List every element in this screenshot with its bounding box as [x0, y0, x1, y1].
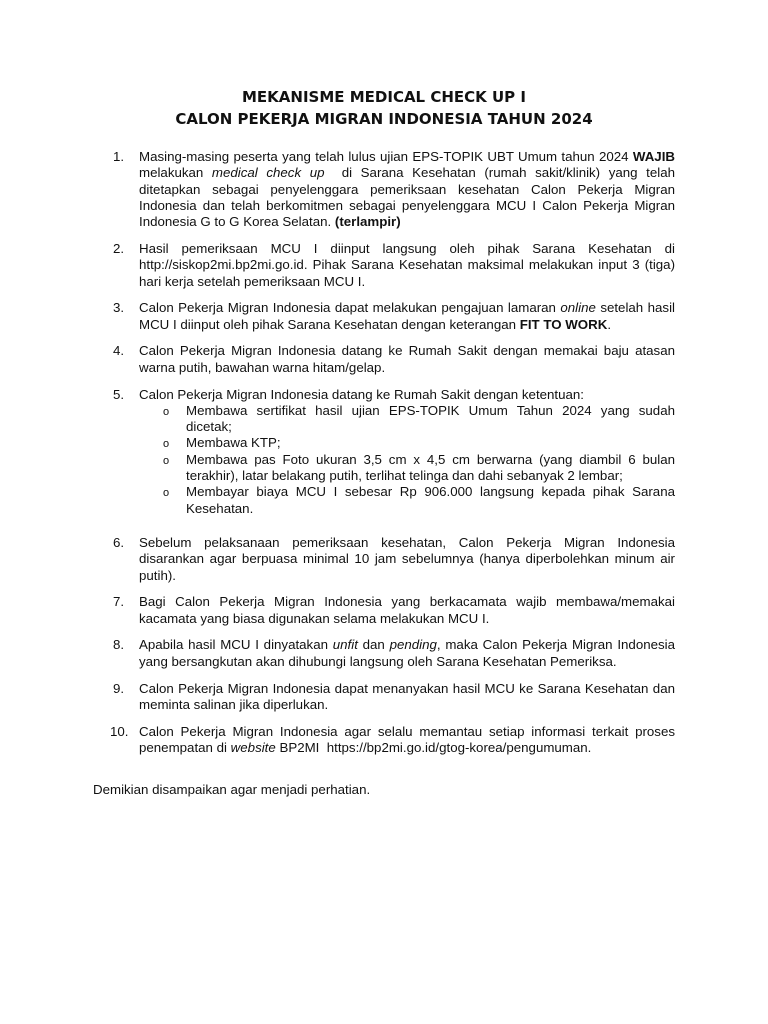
- item-text: Masing-masing peserta yang telah lulus ujian EPS-TOPIK UBT Umum tahun 2024 WAJIB melakukan medical check up di Sarana Kesehatan (rumah sakit/klinik) yang telah ditetapkan sebagai penyelenggara pemeriksaan kesehatan Calon Pekerja Migran Indonesia dan telah berkomitmen sebagai penyelenggara MCU I Calon Pekerja Migran Indonesia G to G Korea Selatan. (terlampir): [139, 149, 679, 230]
- sub-list-item: o Membayar biaya MCU I sebesar Rp 906.000 langsung kepada pihak Sarana Kesehatan.: [163, 484, 675, 516]
- item-text: Hasil pemeriksaan MCU I diinput langsung oleh pihak Sarana Kesehatan di http://siskop2mi.bp2mi.go.id. Pihak Sarana Kesehatan maksimal melakukan input 3 (tiga) hari kerja setelah pemeriksaan MCU I.: [139, 240, 675, 289]
- list-item-10: [93, 724, 675, 757]
- emphasis-italic: unfit: [332, 637, 358, 653]
- item-number: 4.: [113, 343, 125, 359]
- item-number: 6.: [113, 534, 125, 550]
- list-item-4: [93, 343, 675, 376]
- list-item-6: [93, 535, 675, 584]
- sub-list-item: o Membawa sertifikat hasil ujian EPS-TOPIK Umum Tahun 2024 yang sudah dicetak;: [163, 402, 675, 435]
- item-text: Calon Pekerja Migran Indonesia datang ke Rumah Sakit dengan ketentuan:: [139, 386, 584, 402]
- emphasis-italic: website: [230, 739, 276, 755]
- list-item-8: [93, 637, 675, 670]
- bullet-icon: o: [163, 454, 170, 467]
- bullet-icon: o: [163, 487, 170, 500]
- emphasis-italic: medical check up: [211, 165, 325, 181]
- item-number: 10.: [110, 723, 129, 739]
- item-text: Calon Pekerja Migran Indonesia dapat menanyakan hasil MCU ke Sarana Kesehatan dan meminta salinan jika diperlukan.: [139, 680, 675, 712]
- item-text: Apabila hasil MCU I dinyatakan unfit dan pending, maka Calon Pekerja Migran Indonesia yang bersangkutan akan dihubungi langsung oleh Sarana Kesehatan Pemeriksa.: [139, 637, 675, 669]
- item-number: 1.: [113, 149, 125, 164]
- bullet-icon: o: [163, 405, 170, 418]
- item-number: 9.: [113, 680, 125, 696]
- item-text: Calon Pekerja Migran Indonesia dapat melakukan pengajuan lamaran online setelah hasil MCU I diinput oleh pihak Sarana Kesehatan dengan keterangan FIT TO WORK.: [139, 300, 675, 332]
- list-item-7: [93, 594, 675, 627]
- item-text: Bagi Calon Pekerja Migran Indonesia yang berkacamata wajib membawa/memakai kacamata yang biasa digunakan selama melakukan MCU I.: [139, 594, 675, 626]
- sub-list-item: o Membawa pas Foto ukuran 3,5 cm x 4,5 cm berwarna (yang diambil 6 bulan terakhir), latar belakang putih, terlihat telinga dan dahi sebanyak 2 lembar;: [163, 451, 675, 484]
- item-number: 2.: [113, 240, 125, 256]
- numbered-list: [93, 149, 679, 767]
- sub-list-item: o Membawa KTP;: [186, 435, 675, 451]
- list-item-5: [93, 387, 675, 517]
- item-text: Sebelum pelaksanaan pemeriksaan kesehatan, Calon Pekerja Migran Indonesia disarankan agar berpuasa minimal 10 jam sebelumnya (hanya diperbolehkan minum air putih).: [139, 534, 675, 583]
- item-number: 7.: [113, 594, 125, 610]
- item-number: 3.: [113, 300, 125, 316]
- list-item-3: [93, 300, 675, 333]
- emphasis-italic: pending: [389, 637, 437, 653]
- item-text: Calon Pekerja Migran Indonesia datang ke Rumah Sakit dengan memakai baju atasan warna putih, bawahan warna hitam/gelap.: [139, 343, 675, 375]
- item-number: 5.: [113, 386, 125, 402]
- emphasis-bold: FIT TO WORK: [519, 316, 608, 332]
- emphasis-bold: WAJIB: [632, 149, 675, 164]
- document-title-line-2: CALON PEKERJA MIGRAN INDONESIA TAHUN 2024: [175, 110, 593, 128]
- emphasis-italic: online: [560, 300, 596, 316]
- emphasis-bold: (terlampir): [334, 214, 401, 230]
- document-title-line-1: MEKANISME MEDICAL CHECK UP I: [242, 88, 526, 106]
- sub-list: [139, 403, 675, 517]
- item-text: Calon Pekerja Migran Indonesia agar selalu memantau setiap informasi terkait proses penempatan di website BP2MI https://bp2mi.go.id/gtog-korea/pengumuman.: [139, 723, 675, 755]
- list-item-2: [93, 241, 675, 290]
- closing-statement: Demikian disampaikan agar menjadi perhatian.: [93, 782, 371, 797]
- list-item-9: [93, 681, 675, 714]
- item-number: 8.: [113, 637, 125, 653]
- list-item-1: [93, 149, 679, 230]
- bullet-icon: o: [163, 438, 170, 451]
